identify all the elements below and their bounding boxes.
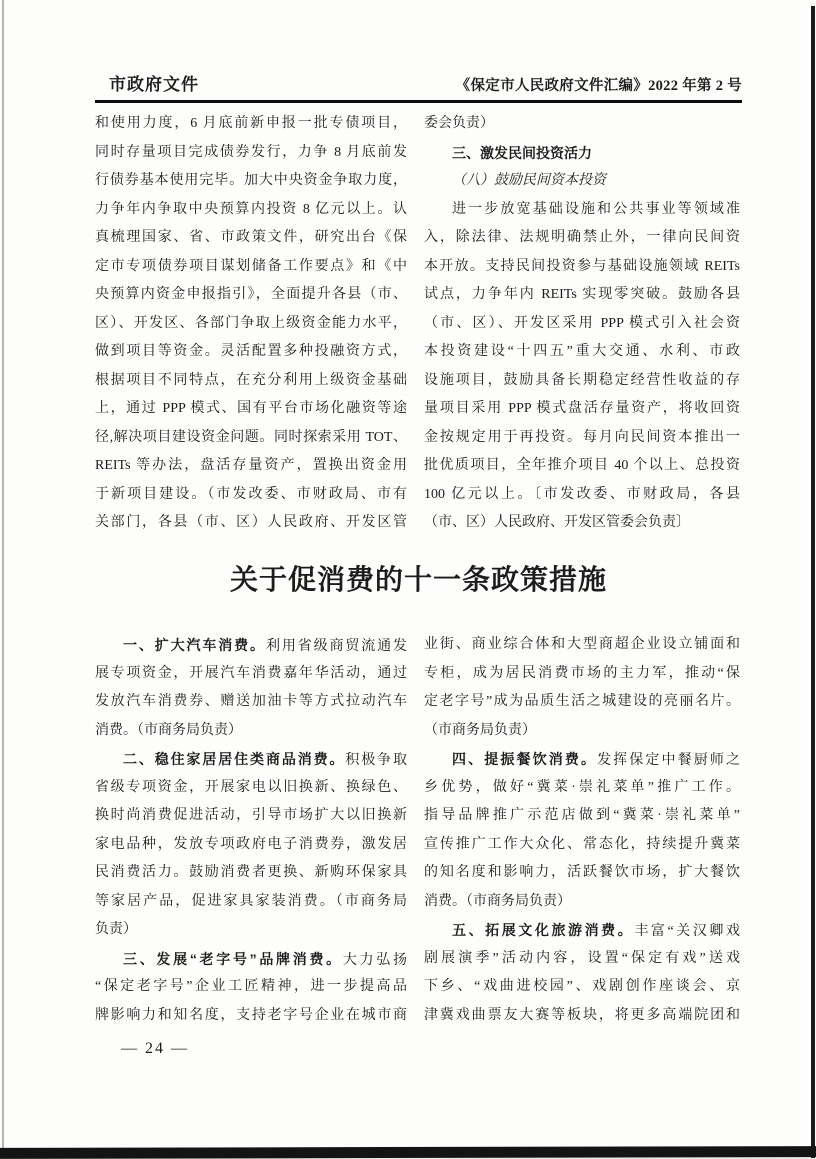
text-line: 负责） (95, 922, 137, 937)
measure-1-heading-line (95, 631, 407, 660)
measure-4-heading-line (424, 745, 740, 774)
text-line: （市、区）人民政府、开发区管委会负责〕 (424, 515, 690, 530)
text-line: 于新项目建设。（市发改委、市财政局、市有 (95, 486, 407, 502)
page-number: — 24 — (121, 1040, 189, 1057)
bottom-left-column (95, 631, 407, 1030)
text-line: 家电品种，发放专项政府电子消费券，激发居 (95, 836, 407, 852)
text-line: 发放汽车消费券、赠送加油卡等方式拉动汽车 (95, 694, 407, 709)
text-line: （市、区）、开发区采用 PPP 模式引入社会资 (424, 315, 740, 331)
text-line: 根据项目不同特点，在充分利用上级资金基础 (95, 372, 407, 388)
measure-4-heading: 四、提振餐饮消费。 (452, 751, 598, 767)
text-line: 消费。（市商务局负责） (424, 893, 571, 909)
text-line: 径,解决项目建设资金问题。同时探索采用 TOT、 (95, 429, 407, 445)
text-line: 量项目采用 PPP 模式盘活存量资产，将收回资 (424, 401, 740, 416)
text-line: 上，通过 PPP 模式、国有平台市场化融资等途 (95, 401, 407, 416)
subsection-heading-8: （八）鼓励民间资本投资 (452, 173, 606, 188)
text-line: 定市专项债券项目谋划储备工作要点》和《中 (95, 258, 407, 274)
text-run: 利用省级商贸流通发 (265, 639, 407, 654)
measure-2-heading: 二、稳住家居居住类商品消费。 (123, 751, 346, 767)
header-divider-rule (95, 100, 742, 103)
text-line: REITs 等办法，盘活存量资产，置换出资金用 (95, 458, 407, 473)
text-run: 发挥保定中餐厨师之 (597, 753, 740, 768)
text-line: 消费。（市商务局负责） (95, 722, 242, 738)
text-line: 和使用力度，6 月底前新申报一批专债项目， (95, 116, 407, 131)
text-line: 指导品牌推广示范店做到“冀菜·崇礼菜单” (424, 808, 740, 823)
text-line: 力争年内争取中央预算内投资 8 亿元以上。认 (95, 201, 407, 217)
text-line: 展专项资金，开展汽车消费嘉年华活动，通过 (95, 665, 407, 681)
text-line: 100 亿元以上。〔市发改委、市财政局，各县 (424, 486, 740, 502)
measure-2-heading-line (95, 745, 407, 774)
text-line: 本开放。支持民间投资参与基础设施领域 REITs (424, 258, 740, 274)
section-heading-3: 三、激发民间投资活力 (452, 144, 592, 161)
text-line: 真梳理国家、省、市政策文件，研究出台《保 (95, 230, 407, 245)
text-run: 积极争取 (345, 753, 407, 768)
text-line: 下乡、“戏曲进校园”、戏剧创作座谈会、京 (424, 979, 740, 994)
text-line: 专柜，成为居民消费市场的主力军，推动“保 (424, 665, 740, 681)
text-line: 试点，力争年内 REITs 实现零突破。鼓励各县 (424, 287, 740, 302)
text-line: 定老字号”成为品质生活之城建设的亮丽名片。 (424, 694, 740, 709)
text-line: 省级专项资金，开展家电以旧换新、换绿色、 (95, 779, 407, 795)
measure-3-heading-line (95, 945, 407, 974)
text-run: 丰富“关汉卿戏 (634, 924, 740, 939)
text-line: 设施项目，鼓励具备长期稳定经营性收益的存 (424, 372, 740, 388)
measure-1-heading: 一、扩大汽车消费。 (123, 637, 266, 653)
text-line: 做到项目等资金。灵活配置多种投融资方式， (95, 344, 407, 359)
text-line: 津冀戏曲票友大赛等板块，将更多高端院团和 (424, 1007, 740, 1023)
text-line: 批优质项目，全年推介项目 40 个以上、总投资 (424, 458, 740, 473)
text-line: 民消费活力。鼓励消费者更换、新购环保家具 (95, 865, 407, 880)
header-section-label: 市政府文件 (109, 75, 199, 94)
text-line: 入，除法律、法规明确禁止外，一律向民间资 (424, 230, 740, 245)
text-line: 进一步放宽基础设施和公共事业等领域准 (452, 201, 740, 217)
bottom-right-column (424, 631, 740, 1030)
scan-edge-right (811, 6, 815, 1158)
measure-3-heading: 三、发展“老字号”品牌消费。 (123, 950, 343, 967)
top-right-column (424, 110, 740, 538)
text-line: 委会负责） (424, 116, 494, 131)
text-line: 金按规定用于再投资。每月向民间资本推出一 (424, 429, 740, 445)
text-line: 同时存量项目完成债券发行，力争 8 月底前发 (95, 144, 407, 160)
text-line: 乡优势，做好“冀菜·崇礼菜单”推广工作。 (424, 779, 740, 795)
measure-5-heading: 五、拓展文化旅游消费。 (452, 922, 635, 938)
scan-edge-bottom (0, 1146, 816, 1159)
text-line: 业街、商业综合体和大型商超企业设立铺面和 (424, 637, 740, 652)
text-line: 等家居产品，促进家具家装消费。（市商务局 (95, 893, 407, 909)
text-line: 本投资建设“十四五”重大交通、水利、市政 (424, 344, 740, 359)
measure-5-heading-line (424, 916, 740, 945)
text-line: 区）、开发区、各部门争取上级资金能力水平， (95, 315, 407, 331)
text-line: “保定老字号”企业工匠精神，进一步提高品 (95, 979, 407, 994)
header-compilation-ref: 《保定市人民政府文件汇编》2022 年第 2 号 (455, 78, 742, 94)
text-line: 关部门，各县（市、区）人民政府、开发区管 (95, 515, 407, 530)
top-left-column (95, 110, 407, 538)
text-line: 牌影响力和知名度，支持老字号企业在城市商 (95, 1007, 407, 1023)
text-line: 行债券基本使用完毕。加大中央资金争取力度， (95, 173, 407, 188)
text-line: 的知名度和影响力，活跃餐饮市场，扩大餐饮 (424, 865, 740, 880)
page-header (95, 70, 742, 95)
text-line: （市商务局负责） (424, 722, 536, 738)
text-line: 换时尚消费促进活动，引导市场扩大以旧换新 (95, 808, 407, 823)
scan-edge-left (2, 0, 4, 1150)
text-line: 宣传推广工作大众化、常态化，持续提升冀菜 (424, 836, 740, 852)
text-run: 大力弘扬 (342, 952, 407, 968)
document-title: 关于促消费的十一条政策措施 (229, 565, 607, 596)
text-line: 央预算内资金申报指引》，全面提升各县（市、 (95, 287, 407, 302)
text-line: 剧展演季”活动内容，设置“保定有戏”送戏 (424, 950, 740, 966)
